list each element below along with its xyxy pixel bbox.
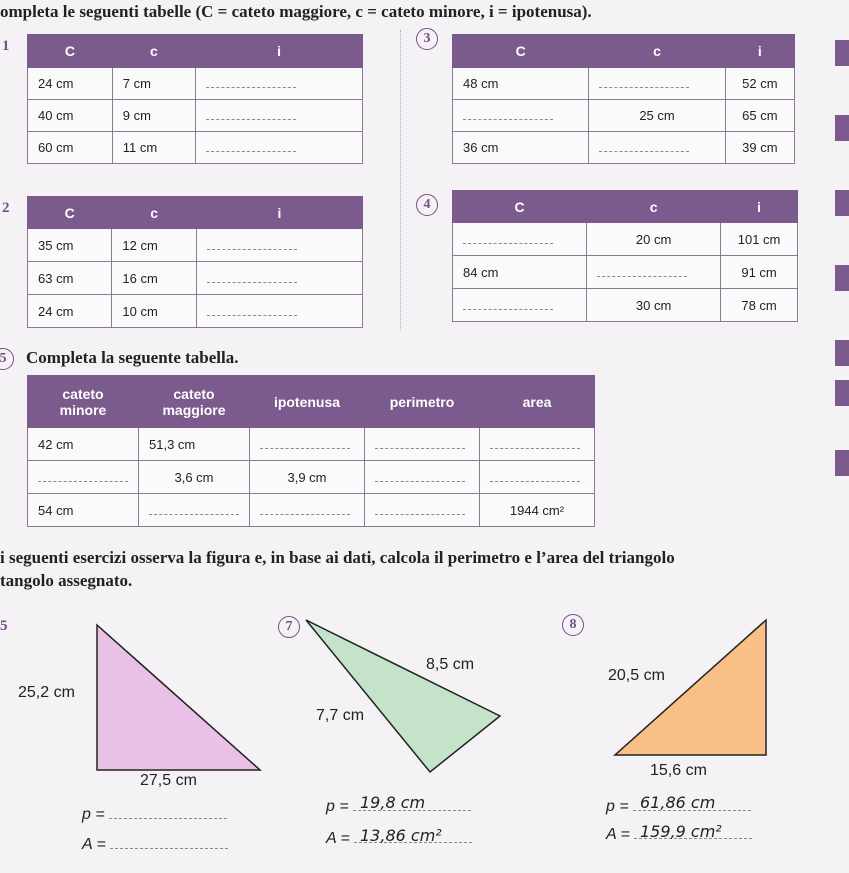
- answer-cell[interactable]: [196, 100, 363, 132]
- col-header: i: [196, 197, 362, 229]
- cell: 3,6 cm: [139, 461, 250, 494]
- edge-tab: [835, 450, 849, 476]
- table-row: [28, 295, 363, 328]
- triangle-5: [97, 625, 260, 770]
- table-row: [453, 223, 798, 256]
- exercise-number-2: 2: [2, 200, 10, 216]
- intro-line-2: tangolo assegnato.: [0, 571, 133, 590]
- table-2: [27, 196, 363, 328]
- table-5: [27, 375, 595, 527]
- answer-cell[interactable]: [139, 494, 250, 527]
- cell: 101 cm: [721, 223, 798, 256]
- cell: 51,3 cm: [139, 428, 250, 461]
- table-3: [452, 34, 795, 164]
- table-row: [453, 132, 795, 164]
- col-header-ipotenusa: ipotenusa: [250, 376, 365, 428]
- figure-8-label-hyp: 20,5 cm: [608, 667, 665, 684]
- col-header: c: [589, 35, 725, 68]
- cell: 16 cm: [112, 262, 196, 295]
- cell: 25 cm: [589, 100, 725, 132]
- triangle-8: [615, 620, 766, 755]
- cell: 11 cm: [112, 132, 195, 164]
- answer-cell[interactable]: [196, 229, 362, 262]
- answer-cell[interactable]: [196, 68, 363, 100]
- figure-8-label-base: 15,6 cm: [650, 762, 707, 779]
- handwritten-a-8: 159,9 cm²: [640, 822, 722, 841]
- cell: 52 cm: [725, 68, 794, 100]
- cell: 35 cm: [28, 229, 112, 262]
- answer-p-7[interactable]: p =: [326, 798, 471, 816]
- answer-cell[interactable]: [196, 295, 362, 328]
- figure-number-5: 5: [0, 618, 8, 634]
- cell: 48 cm: [453, 68, 589, 100]
- col-header: C: [28, 197, 112, 229]
- table-row: [28, 428, 595, 461]
- edge-tab: [835, 115, 849, 141]
- section-5-title: Completa la seguente tabella.: [26, 348, 239, 367]
- answer-cell[interactable]: [453, 100, 589, 132]
- answer-cell[interactable]: [365, 461, 480, 494]
- cell: 65 cm: [725, 100, 794, 132]
- col-header: i: [196, 35, 363, 68]
- answer-cell[interactable]: [365, 494, 480, 527]
- answer-cell[interactable]: [250, 428, 365, 461]
- cell: 36 cm: [453, 132, 589, 164]
- cell: 7 cm: [112, 68, 195, 100]
- answer-a-5[interactable]: A =: [82, 836, 228, 854]
- answer-cell[interactable]: [365, 428, 480, 461]
- answer-p-8[interactable]: p =: [606, 798, 751, 816]
- answer-cell[interactable]: [589, 68, 725, 100]
- table-row: [28, 68, 363, 100]
- edge-tab: [835, 40, 849, 66]
- cell: 63 cm: [28, 262, 112, 295]
- answer-cell[interactable]: [196, 262, 362, 295]
- table-row: [28, 461, 595, 494]
- edge-tab: [835, 265, 849, 291]
- col-header: C: [453, 191, 587, 223]
- table-row: [453, 68, 795, 100]
- col-header-perimetro: perimetro: [365, 376, 480, 428]
- triangle-7: [306, 620, 500, 772]
- table-row: [28, 262, 363, 295]
- figure-7-label-hyp: 8,5 cm: [426, 656, 475, 673]
- cell: 39 cm: [725, 132, 794, 164]
- triangles-figure: [0, 600, 849, 790]
- answer-cell[interactable]: [196, 132, 363, 164]
- col-header: i: [725, 35, 794, 68]
- intro-line-1: i seguenti esercizi osserva la figura e, in base ai dati, calcola il perimetro e l’area del triangolo: [0, 548, 675, 567]
- cell: 40 cm: [28, 100, 113, 132]
- table-row: [453, 289, 798, 322]
- handwritten-p-7: 19,8 cm: [360, 793, 426, 812]
- cell: 1944 cm²: [480, 494, 595, 527]
- figure-7-label-leg: 7,7 cm: [316, 707, 365, 724]
- cell: 60 cm: [28, 132, 113, 164]
- instruction: ompleta le seguenti tabelle (C = cateto maggiore, c = cateto minore, i = ipotenusa).: [0, 2, 592, 21]
- cell: 20 cm: [587, 223, 721, 256]
- cell: 24 cm: [28, 68, 113, 100]
- cell: 3,9 cm: [250, 461, 365, 494]
- answer-cell[interactable]: [587, 256, 721, 289]
- col-header: C: [28, 35, 113, 68]
- edge-tab: [835, 380, 849, 406]
- col-header-area: area: [480, 376, 595, 428]
- answer-cell[interactable]: [28, 461, 139, 494]
- exercise-number-3: 3: [416, 28, 438, 50]
- col-header: c: [112, 35, 195, 68]
- answer-p-5[interactable]: p =: [82, 806, 227, 824]
- table-row: [28, 494, 595, 527]
- figure-5-label-base: 27,5 cm: [140, 772, 197, 789]
- cell: 30 cm: [587, 289, 721, 322]
- divider: [400, 30, 401, 330]
- cell: 91 cm: [721, 256, 798, 289]
- col-header-cateto-maggiore: cateto maggiore: [139, 376, 250, 428]
- col-header: c: [112, 197, 196, 229]
- figure-number-7: 7: [278, 616, 300, 638]
- cell: 9 cm: [112, 100, 195, 132]
- answer-cell[interactable]: [453, 289, 587, 322]
- edge-tab: [835, 340, 849, 366]
- figure-5-label-height: 25,2 cm: [18, 684, 75, 701]
- table-row: [453, 256, 798, 289]
- answer-cell[interactable]: [250, 494, 365, 527]
- answer-cell[interactable]: [480, 428, 595, 461]
- handwritten-a-7: 13,86 cm²: [360, 826, 442, 845]
- answer-cell[interactable]: [453, 223, 587, 256]
- cell: 24 cm: [28, 295, 112, 328]
- table-4: [452, 190, 798, 322]
- col-header: C: [453, 35, 589, 68]
- cell: 78 cm: [721, 289, 798, 322]
- handwritten-p-8: 61,86 cm: [640, 793, 716, 812]
- answer-cell[interactable]: [480, 461, 595, 494]
- edge-tab: [835, 190, 849, 216]
- table-1: [27, 34, 363, 164]
- cell: 10 cm: [112, 295, 196, 328]
- cell: 54 cm: [28, 494, 139, 527]
- table-row: [453, 100, 795, 132]
- col-header: i: [721, 191, 798, 223]
- cell: 12 cm: [112, 229, 196, 262]
- exercise-number-1: 1: [2, 38, 10, 54]
- figure-number-8: 8: [562, 614, 584, 636]
- exercise-number-4: 4: [416, 194, 438, 216]
- col-header-cateto-minore: cateto minore: [28, 376, 139, 428]
- table-row: [28, 132, 363, 164]
- answer-a-8[interactable]: A =: [606, 826, 752, 844]
- exercise-number-5: 5: [0, 348, 14, 370]
- answer-cell[interactable]: [589, 132, 725, 164]
- answer-a-7[interactable]: A =: [326, 830, 472, 848]
- table-row: [28, 100, 363, 132]
- col-header: c: [587, 191, 721, 223]
- table-row: [28, 229, 363, 262]
- cell: 42 cm: [28, 428, 139, 461]
- cell: 84 cm: [453, 256, 587, 289]
